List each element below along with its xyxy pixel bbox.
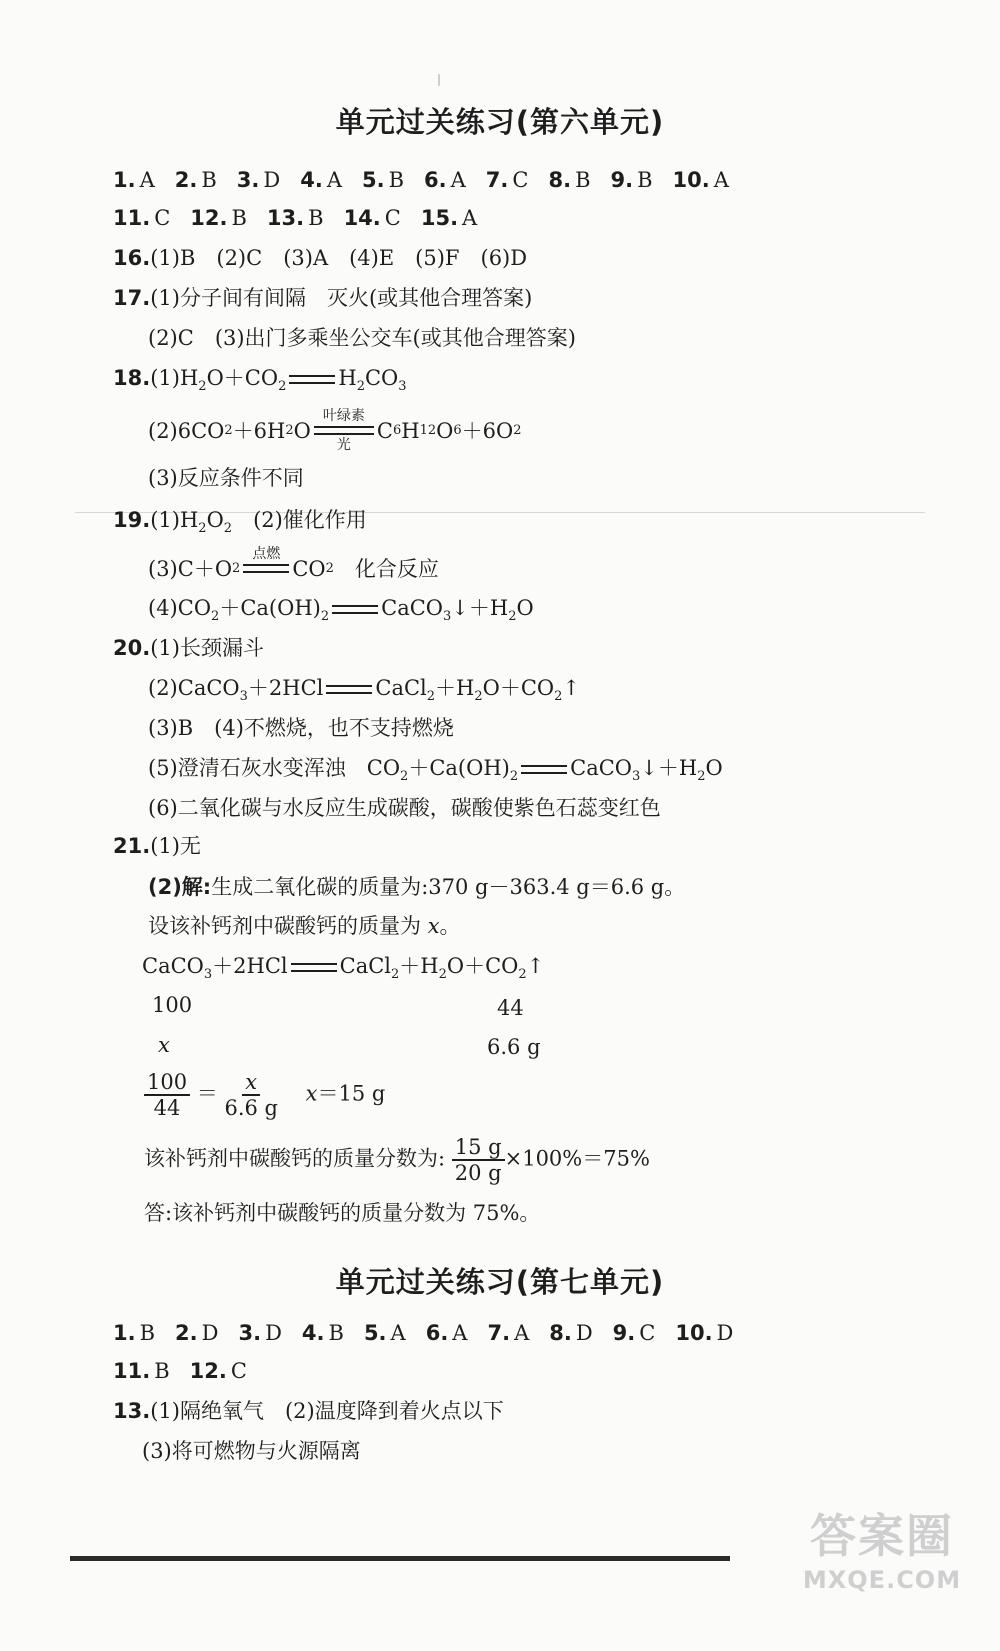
mcq-item xyxy=(302,1318,344,1348)
answer-choice: D xyxy=(716,1321,734,1345)
question-number: 4. xyxy=(301,1321,325,1345)
mcq-item xyxy=(364,1318,406,1348)
answer-choice: B xyxy=(308,206,324,230)
question-number: 1. xyxy=(113,1321,136,1345)
answer-choice: A xyxy=(713,168,729,192)
question-number: 1. xyxy=(113,168,136,192)
mcq-item xyxy=(113,203,170,233)
question-17-line-1: 17.(1)分子间有间隔 灭火(或其他合理答案) xyxy=(113,286,533,310)
question-20-line-3: (3)B (4)不燃烧，也不支持燃烧 xyxy=(148,716,454,740)
mcq-item xyxy=(487,1318,529,1348)
proportion-equation: $\frac{100}{44}$ ＝ $\frac{x}{6.6 g}$ x＝15 g xyxy=(144,1070,385,1120)
mcq-item xyxy=(237,165,280,195)
answer-choice: B xyxy=(388,168,405,192)
answer-choice: D xyxy=(575,1321,593,1345)
question-20-line-6: (6)二氧化碳与水反应生成碳酸，碳酸使紫色石蕊变红色 xyxy=(148,796,661,820)
question-19-line-4: $(4)CO_2+Ca(OH)_2$ $CaCO_3↓+H_2O$ xyxy=(148,596,534,624)
question-number: 14. xyxy=(343,206,381,230)
question-18-line-3: (3)反应条件不同 xyxy=(148,466,304,490)
mcq-item xyxy=(238,1318,281,1348)
mass-fraction-line: 该补钙剂中碳酸钙的质量分数为: $\frac{15 g}{20 g}$ ×100%＝75% xyxy=(144,1135,650,1185)
question-20-line-2: (2)CaCO$_3$＋2HCl $CaCl_2+H_2O+CO_2↑$ xyxy=(148,676,581,704)
question-number: 2. xyxy=(175,1321,198,1345)
question-number: 5. xyxy=(362,168,385,192)
question-21-equation: CaCO$_3$＋2HCl $CaCl_2+H_2O+CO_2↑$ xyxy=(142,954,545,982)
answer-choice: B xyxy=(637,168,653,192)
watermark-logo: 答案圈 MXQE.COM xyxy=(802,1509,962,1594)
question-number: 7. xyxy=(485,168,509,192)
question-19-line-1: $19.(1)H_2O_2$ (2)催化作用 xyxy=(113,508,367,536)
mcq-item xyxy=(113,1318,155,1348)
question-13-line-2: (3)将可燃物与火源隔离 xyxy=(142,1439,361,1463)
mcq-item xyxy=(190,203,247,233)
section-title-unit-6: 单元过关练习(第六单元) xyxy=(335,105,665,139)
question-number: 3. xyxy=(238,1321,262,1345)
mcq-item xyxy=(113,1356,170,1386)
question-number: 5. xyxy=(363,1321,387,1345)
question-number: 15. xyxy=(420,206,459,230)
answer-choice: B xyxy=(201,168,217,192)
mcq-item xyxy=(611,165,653,195)
molar-mass-co2: 44 xyxy=(497,996,524,1020)
question-number: 9. xyxy=(612,1321,636,1345)
mcq-item xyxy=(267,203,324,233)
mcq-item xyxy=(548,165,590,195)
question-number: 10. xyxy=(672,168,710,192)
answer-choice: B xyxy=(139,1321,156,1345)
question-21-line-3: 设该补钙剂中碳酸钙的质量为 x。 xyxy=(148,914,461,938)
mcq-item xyxy=(675,1318,733,1348)
answer-choice: C xyxy=(230,1359,247,1383)
answer-choice: B xyxy=(328,1321,344,1345)
mcq-item xyxy=(424,165,466,195)
mcq-item xyxy=(344,203,401,233)
question-number: 13. xyxy=(266,206,305,230)
reaction-condition: 叶绿素 光 xyxy=(314,408,374,453)
molar-mass-caco3: 100 xyxy=(152,993,193,1017)
answer-choice: B xyxy=(231,206,247,230)
answer-choice: C xyxy=(639,1321,656,1345)
answer-choice: A xyxy=(462,206,478,230)
question-18-equation-2: (2) 6CO 2 ＋6H 2 O 叶绿素 光 C 6 H 12 O 6 ＋6O 2 xyxy=(148,408,522,453)
question-number: 12. xyxy=(189,1359,227,1383)
question-18-equation-1: $18.(1)H_2O+CO_2$ $H_2CO_3$ xyxy=(113,366,407,394)
question-number: 8. xyxy=(548,168,572,192)
question-number: 10. xyxy=(675,1321,713,1345)
question-number: 12. xyxy=(190,206,228,230)
question-20-line-5: (5)澄清石灰水变浑浊 $CO_2+Ca(OH)_2$ $CaCO_3↓+H_2O$ xyxy=(148,756,723,784)
unknown-x: x xyxy=(158,1033,170,1057)
answer-choice: D xyxy=(263,168,281,192)
answer-choice: A xyxy=(514,1321,530,1345)
answer-choice: C xyxy=(384,206,401,230)
mcq-row-2 xyxy=(113,203,497,233)
mcq-item xyxy=(486,165,529,195)
mcq-item xyxy=(190,1356,247,1386)
question-number: 3. xyxy=(236,168,260,192)
answer-choice: B xyxy=(575,168,591,192)
question-17-line-2: (2)C (3)出门多乘坐公交车(或其他合理答案) xyxy=(148,326,576,350)
reaction-condition: 点燃 xyxy=(243,546,289,591)
question-19-line-3: (3) C＋O 2 点燃 CO 2 化合反应 xyxy=(148,546,439,591)
answer-choice: A xyxy=(452,1321,468,1345)
mcq-item xyxy=(421,203,477,233)
question-number: 8. xyxy=(549,1321,572,1345)
answer-line: 答:该补钙剂中碳酸钙的质量分数为 75%。 xyxy=(144,1201,541,1225)
answer-choice: A xyxy=(326,168,342,192)
answer-choice: A xyxy=(390,1321,406,1345)
mcq-row-1 xyxy=(113,165,749,195)
question-16: 16.(1)B (2)C (3)A (4)E (5)F (6)D xyxy=(113,246,528,270)
mcq-item xyxy=(673,165,729,195)
scan-mark xyxy=(438,74,440,86)
mcq-item xyxy=(175,165,217,195)
answer-choice: B xyxy=(154,1359,170,1383)
answer-choice: A xyxy=(139,168,155,192)
question-number: 6. xyxy=(424,168,447,192)
question-number: 9. xyxy=(610,168,634,192)
mcq-item xyxy=(113,165,155,195)
question-number: 4. xyxy=(300,168,323,192)
question-21-line-2: (2)解:生成二氧化碳的质量为:370 g－363.4 g＝6.6 g。 xyxy=(148,875,686,899)
equals-sign xyxy=(289,375,335,384)
question-number: 11. xyxy=(113,1359,151,1383)
answer-choice: D xyxy=(201,1321,219,1345)
question-number: 11. xyxy=(113,206,151,230)
mcq7-row-2 xyxy=(113,1356,267,1386)
mcq-item xyxy=(362,165,404,195)
mcq7-row-1 xyxy=(113,1318,753,1348)
question-number: 6. xyxy=(425,1321,449,1345)
answer-choice: C xyxy=(512,168,529,192)
mcq-item xyxy=(175,1318,218,1348)
question-13-line-1: 13.(1)隔绝氧气 (2)温度降到着火点以下 xyxy=(113,1399,504,1423)
question-20-line-1: 20.(1)长颈漏斗 xyxy=(113,636,264,660)
bottom-rule xyxy=(70,1556,730,1561)
answer-choice: D xyxy=(265,1321,282,1345)
section-title-unit-7: 单元过关练习(第七单元) xyxy=(335,1265,665,1299)
answer-choice: C xyxy=(154,206,171,230)
mcq-item xyxy=(300,165,342,195)
question-21-line-1: 21.(1)无 xyxy=(113,834,201,858)
question-number: 2. xyxy=(174,168,198,192)
question-number: 7. xyxy=(487,1321,511,1345)
mcq-item xyxy=(426,1318,468,1348)
mcq-item xyxy=(549,1318,592,1348)
mass-co2: 6.6 g xyxy=(487,1035,541,1059)
mcq-item xyxy=(613,1318,656,1348)
answer-choice: A xyxy=(450,168,466,192)
